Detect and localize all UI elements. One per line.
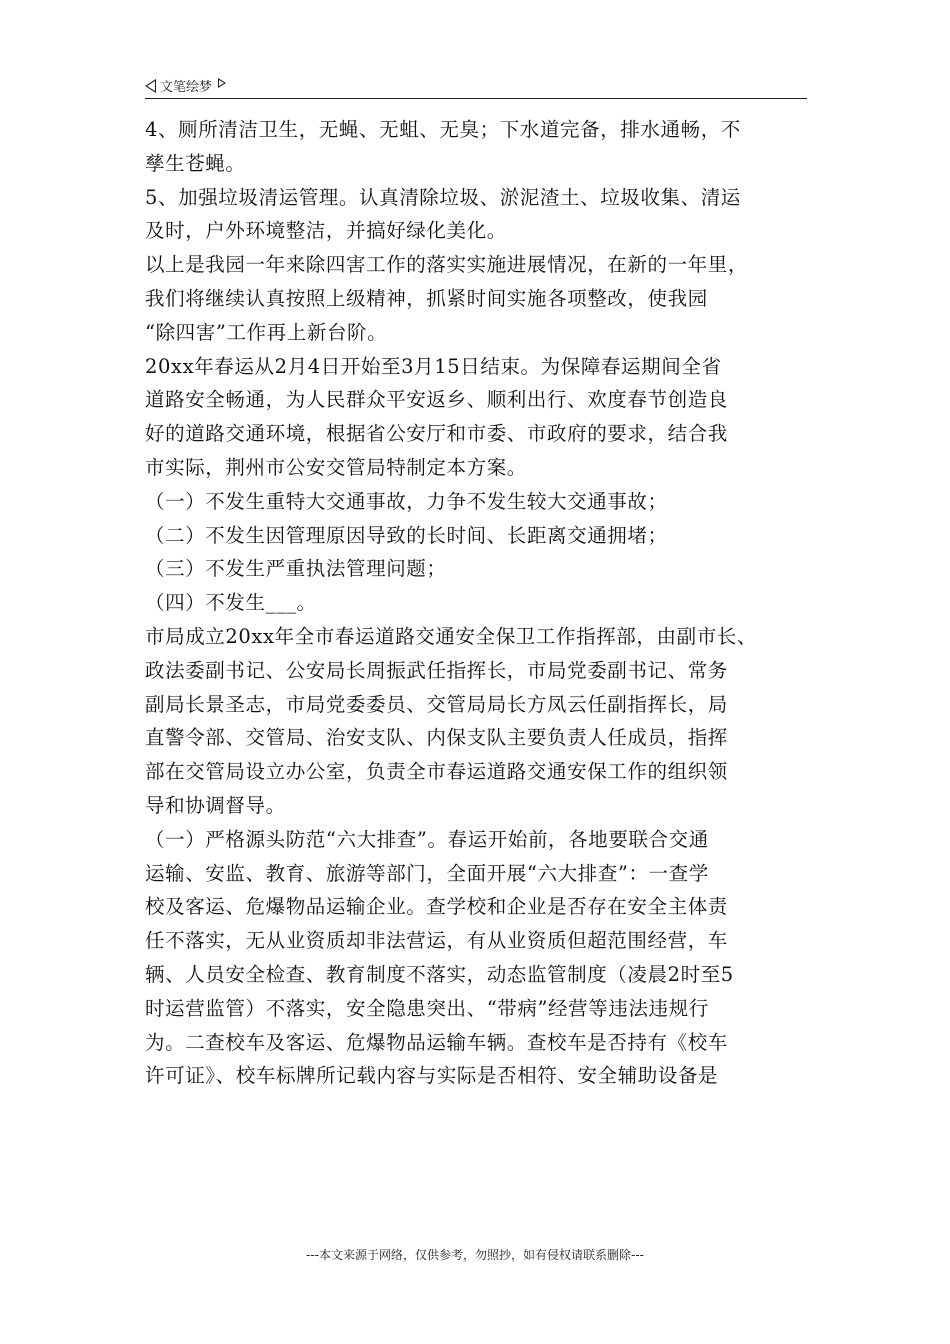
text-line: 部在交管局设立办公室，负责全市春运道路交通安保工作的组织领 — [145, 760, 728, 784]
text-line: 4、厕所清洁卫生，无蝇、无蛆、无臭；下水道完备，排水通畅，不 — [145, 118, 741, 141]
text-line: “除四害”工作再上新台阶。 — [145, 320, 388, 344]
page-header — [145, 74, 807, 99]
document-body — [145, 113, 813, 1093]
text-line: （一）不发生重特大交通事故，力争不发生较大交通事故； — [145, 489, 668, 513]
header-title: 文笔绘梦 — [160, 80, 213, 95]
text-line: 校及客运、危爆物品运输企业。查学校和企业是否存在安全主体责 — [145, 895, 728, 919]
text-line: 时运营监管）不落实，安全隐患突出、“带病”经营等违法违规行 — [145, 996, 709, 1020]
text-line: （三）不发生严重执法管理问题； — [145, 557, 447, 581]
page-footer: ---本文来源于网络，仅供参考，勿照抄，如有侵权请联系删除--- — [306, 1248, 644, 1262]
text-line: 市局成立20xx年全市春运道路交通安全保卫工作指挥部，由副市长、 — [145, 624, 758, 648]
text-line: 孳生苍蝇。 — [145, 151, 246, 175]
text-line: 20xx年春运从2月4日开始至3月15日结束。为保障春运期间全省 — [145, 354, 722, 378]
text-line: 副局长景圣志，市局党委委员、交管局局长方凤云任副指挥长，局 — [145, 692, 728, 716]
text-line: 政法委副书记、公安局长周振武任指挥长，市局党委副书记、常务 — [145, 658, 728, 682]
text-line: （四）不发生___。 — [145, 591, 317, 615]
text-line: （二）不发生因管理原因导致的长时间、长距离交通拥堵； — [145, 523, 668, 547]
text-line: 运输、安监、教育、旅游等部门，全面开展“六大排查”：一查学 — [145, 861, 709, 885]
text-line: 5、加强垃圾清运管理。认真清除垃圾、淤泥渣土、垃圾收集、清运 — [145, 185, 741, 209]
right-triangle-icon — [218, 78, 226, 88]
text-line: 好的道路交通环境，根据省公安厅和市委、市政府的要求，结合我 — [145, 422, 728, 446]
text-line: 许可证》、校车标牌所记载内容与实际是否相符、安全辅助设备是 — [145, 1064, 719, 1088]
text-line: （一）严格源头防范“六大排查”。春运开始前，各地要联合交通 — [145, 827, 709, 851]
text-line: 以上是我园一年来除四害工作的落实实施进展情况，在新的一年里， — [145, 253, 749, 277]
text-line: 我们将继续认真按照上级精神，抓紧时间实施各项整改，使我园 — [145, 286, 708, 310]
header-brand — [145, 76, 226, 95]
text-line: 直警令部、交管局、治安支队、内保支队主要负责人任成员，指挥 — [145, 726, 728, 750]
text-line: 及时，户外环境整洁，并搞好绿化美化。 — [145, 219, 507, 243]
text-line: 导和协调督导。 — [145, 793, 286, 817]
text-line: 市实际，荆州市公安交管局特制定本方案。 — [145, 455, 527, 479]
text-line: 任不落实，无从业资质却非法营运，有从业资质但超范围经营，车 — [145, 929, 728, 953]
left-triangle-icon — [145, 79, 156, 93]
text-line: 辆、人员安全检查、教育制度不落实，动态监管制度（凌晨2时至5 — [145, 962, 734, 986]
text-line: 道路安全畅通，为人民群众平安返乡、顺利出行、欢度春节创造良 — [145, 388, 728, 412]
text-line: 为。二查校车及客运、危爆物品运输车辆。查校车是否持有《校车 — [145, 1030, 728, 1054]
